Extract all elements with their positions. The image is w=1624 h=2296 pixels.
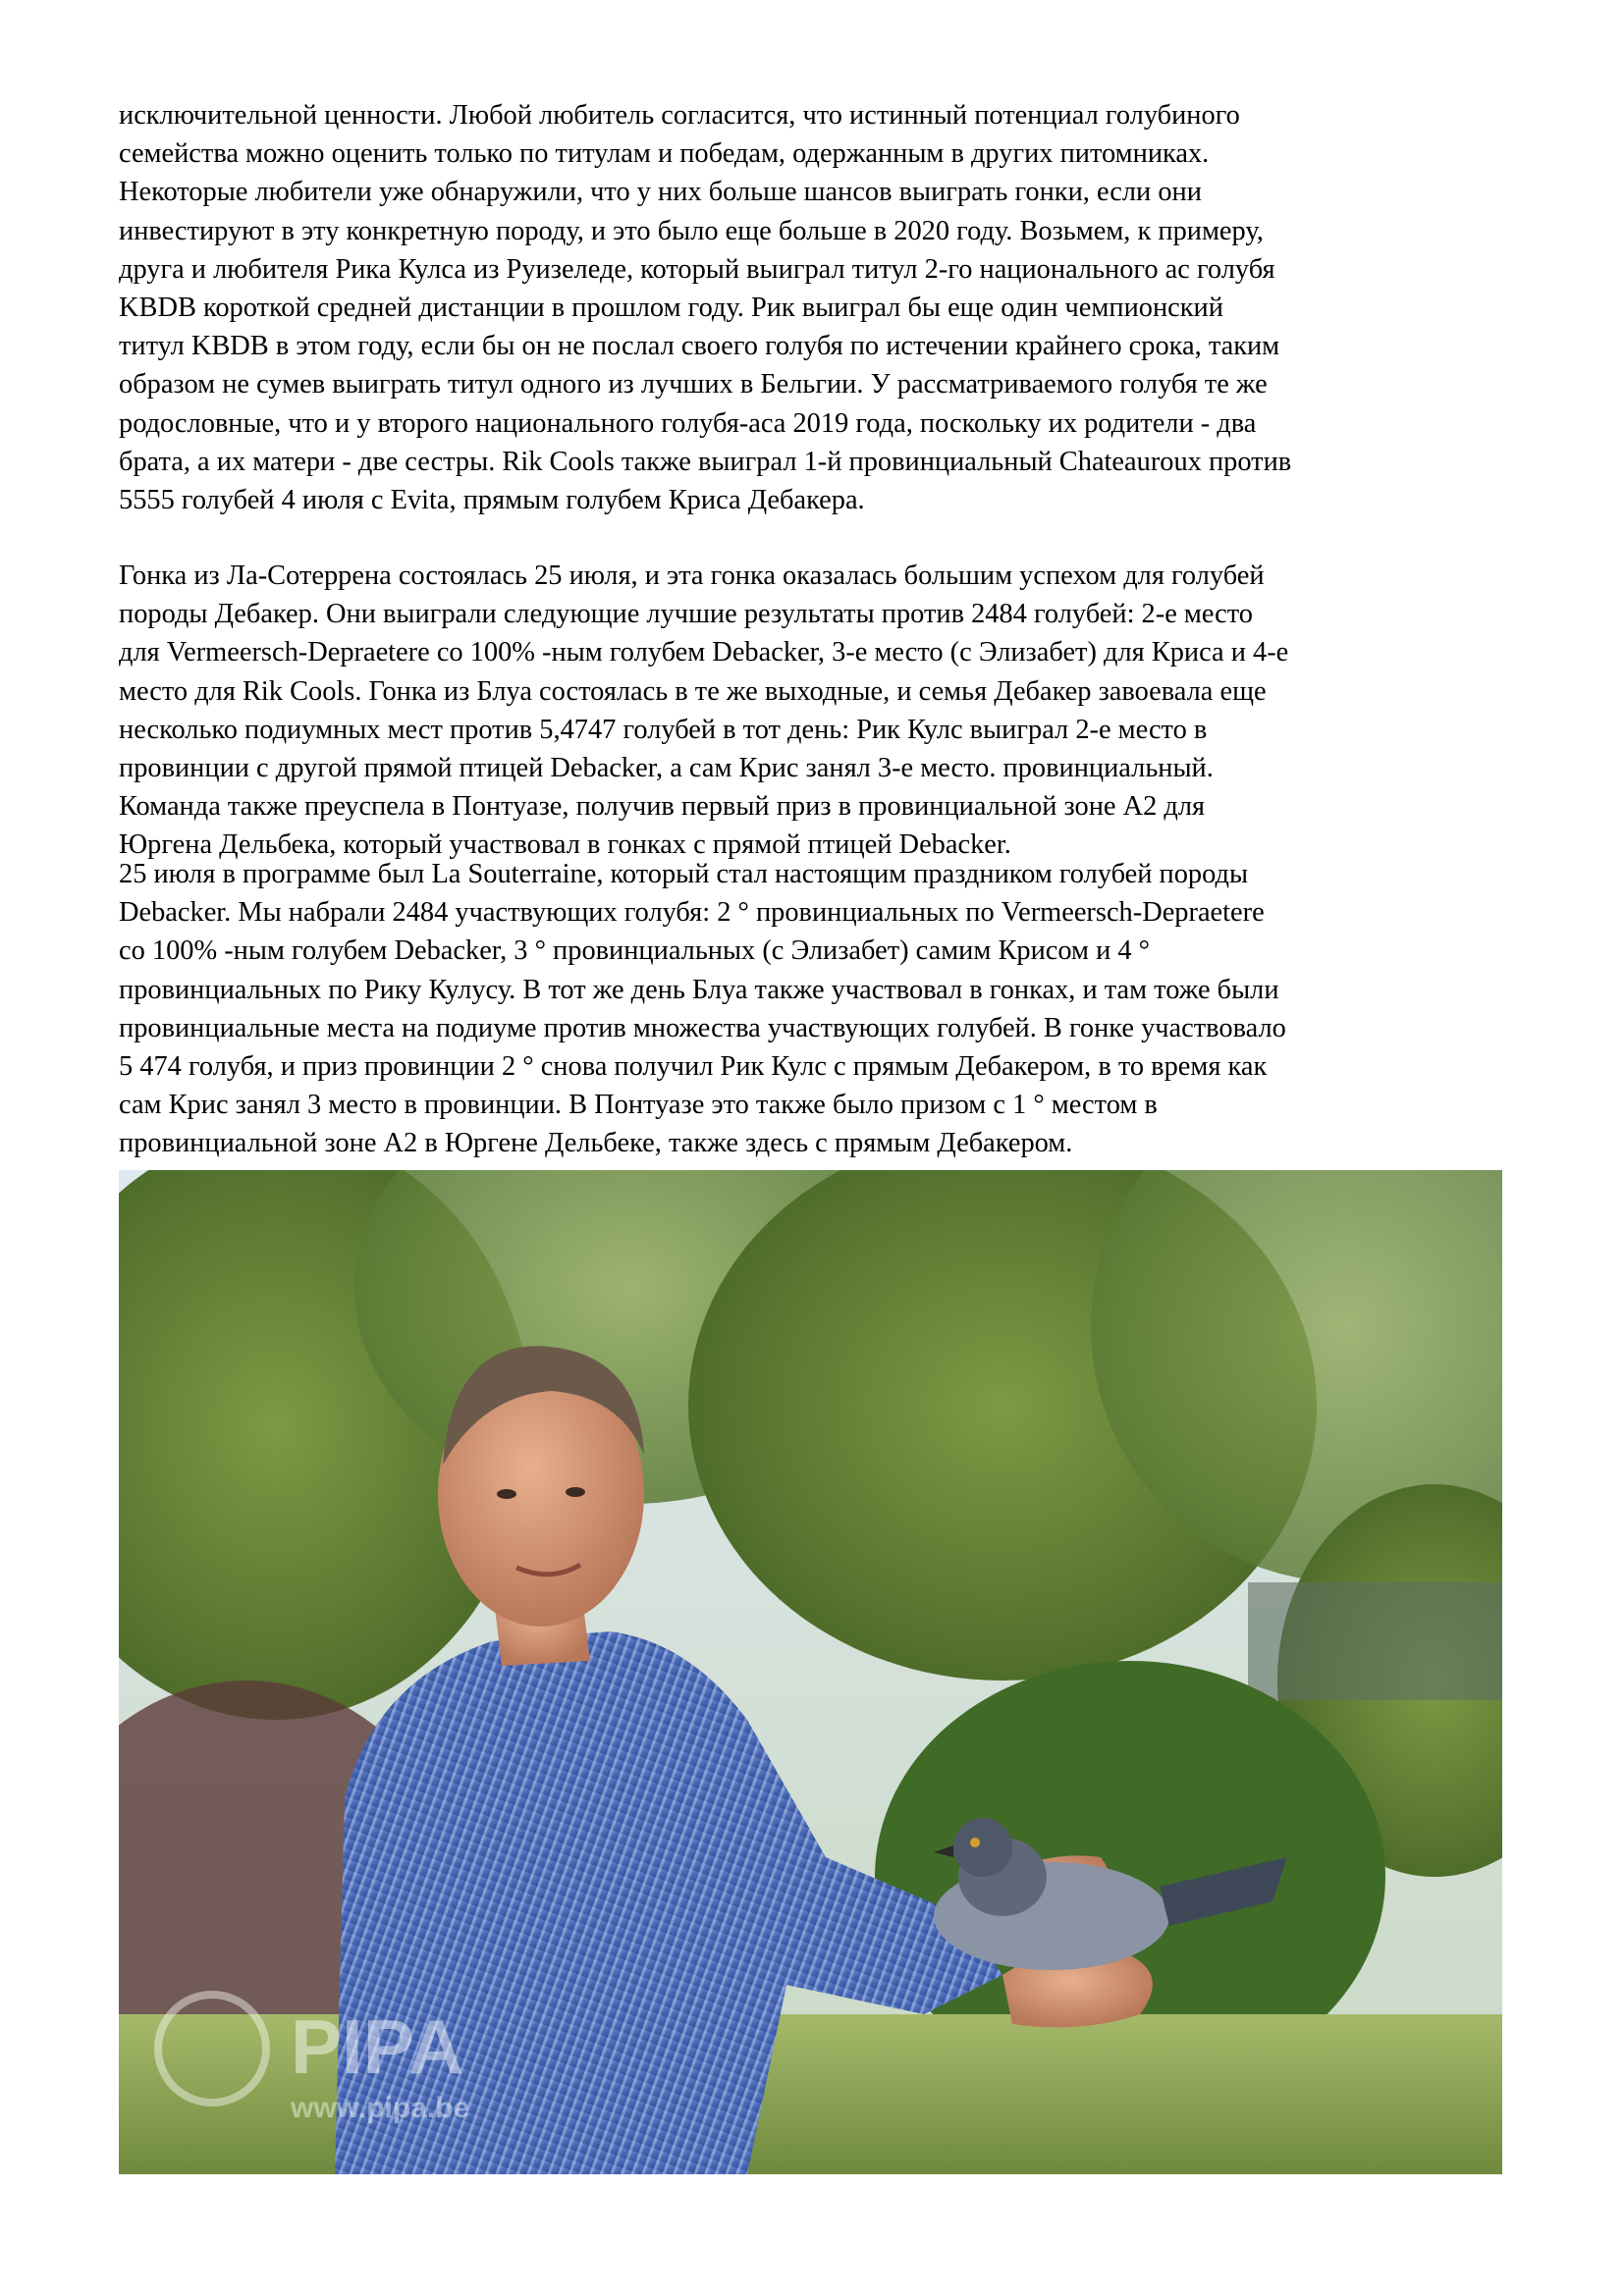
article-paragraph-1: исключительной ценности. Любой любитель согласится, что истинный потенциал голубиного семейства можно оценить только по титулам и победам, одержанным в других питомниках. Некоторые любители уже обнаружили, что у них больше шансов выиграть гонки, если они инвестируют в эту конкретную породу, и это было еще больше в 2020 году. Возьмем, к примеру, друга и любителя Рика Кулса из Руизеледе, который выиграл титул 2-го национального ас голубя KBDB короткой средней дистанции в прошлом году. Рик выиграл бы еще один чемпионский титул KBDB в этом году, если бы он не послал своего голубя по истечении крайнего срока, таким образом не сумев выиграть титул одного из лучших в Бельгии. У рассматриваемого голубя те же родословные, что и у второго национального голубя-аса 2019 года, поскольку их родители - два брата, а их матери - две сестры. Rik Cools также выиграл 1-й провинциальный Chateauroux против 5555 голубей 4 июля с Evita, прямым голубем Криса Дебакера. — [119, 100, 1292, 516]
watermark-brand: PIPA — [291, 2003, 464, 2090]
watermark-url: www.pipa.be — [291, 2092, 470, 2124]
article-paragraph-2: Гонка из Ла-Сотеррена состоялась 25 июля, и эта гонка оказалась большим успехом для голубей породы Дебакер. Они выиграли следующие лучшие результаты против 2484 голубей: 2-е место для Vermeersch-Depraetere со 100% -ным голубем Debacker, 3-е место (с Элизабет) для Криса и 4-е место для Rik Cools. Гонка из Блуа состоялась в те же выходные, и семья Дебакер завоевала еще несколько подиумных мест против 5,4747 голубей в тот день: Рик Кулс выиграл 2-е место в провинции с другой прямой птицей Debacker, а сам Крис занял 3-е место. провинциальный. Команда также преуспела в Понтуазе, получив первый приз в провинциальной зоне А2 для Юргена Дельбека, который участвовал в гонках с прямой птицей Debacker. — [119, 561, 1289, 861]
article-photo — [119, 1170, 1502, 2174]
photo-illustration — [119, 1170, 1502, 2174]
article-paragraph-3: 25 июля в программе был La Souterraine, который стал настоящим праздником голубей породы Debacker. Мы набрали 2484 участвующих голубя: 2 ° провинциальных по Vermeersch-Depraetere со 100% -ным голубем Debacker, 3 ° провинциальных (с Элизабет) самим Крисом и 4 ° провинциальных по Рику Кулусу. В тот же день Блуа также участвовал в гонках, и там тоже были провинциальные места на подиуме против множества участвующих голубей. В гонке участвовало 5 474 голубя, и приз провинции 2 ° снова получил Рик Кулс с прямым Дебакером, в то время как сам Крис занял 3 место в провинции. В Понтуазе это также было призом с 1 ° местом в провинциальной зоне А2 в Юргене Дельбеке, также здесь с прямым Дебакером. — [119, 859, 1286, 1159]
